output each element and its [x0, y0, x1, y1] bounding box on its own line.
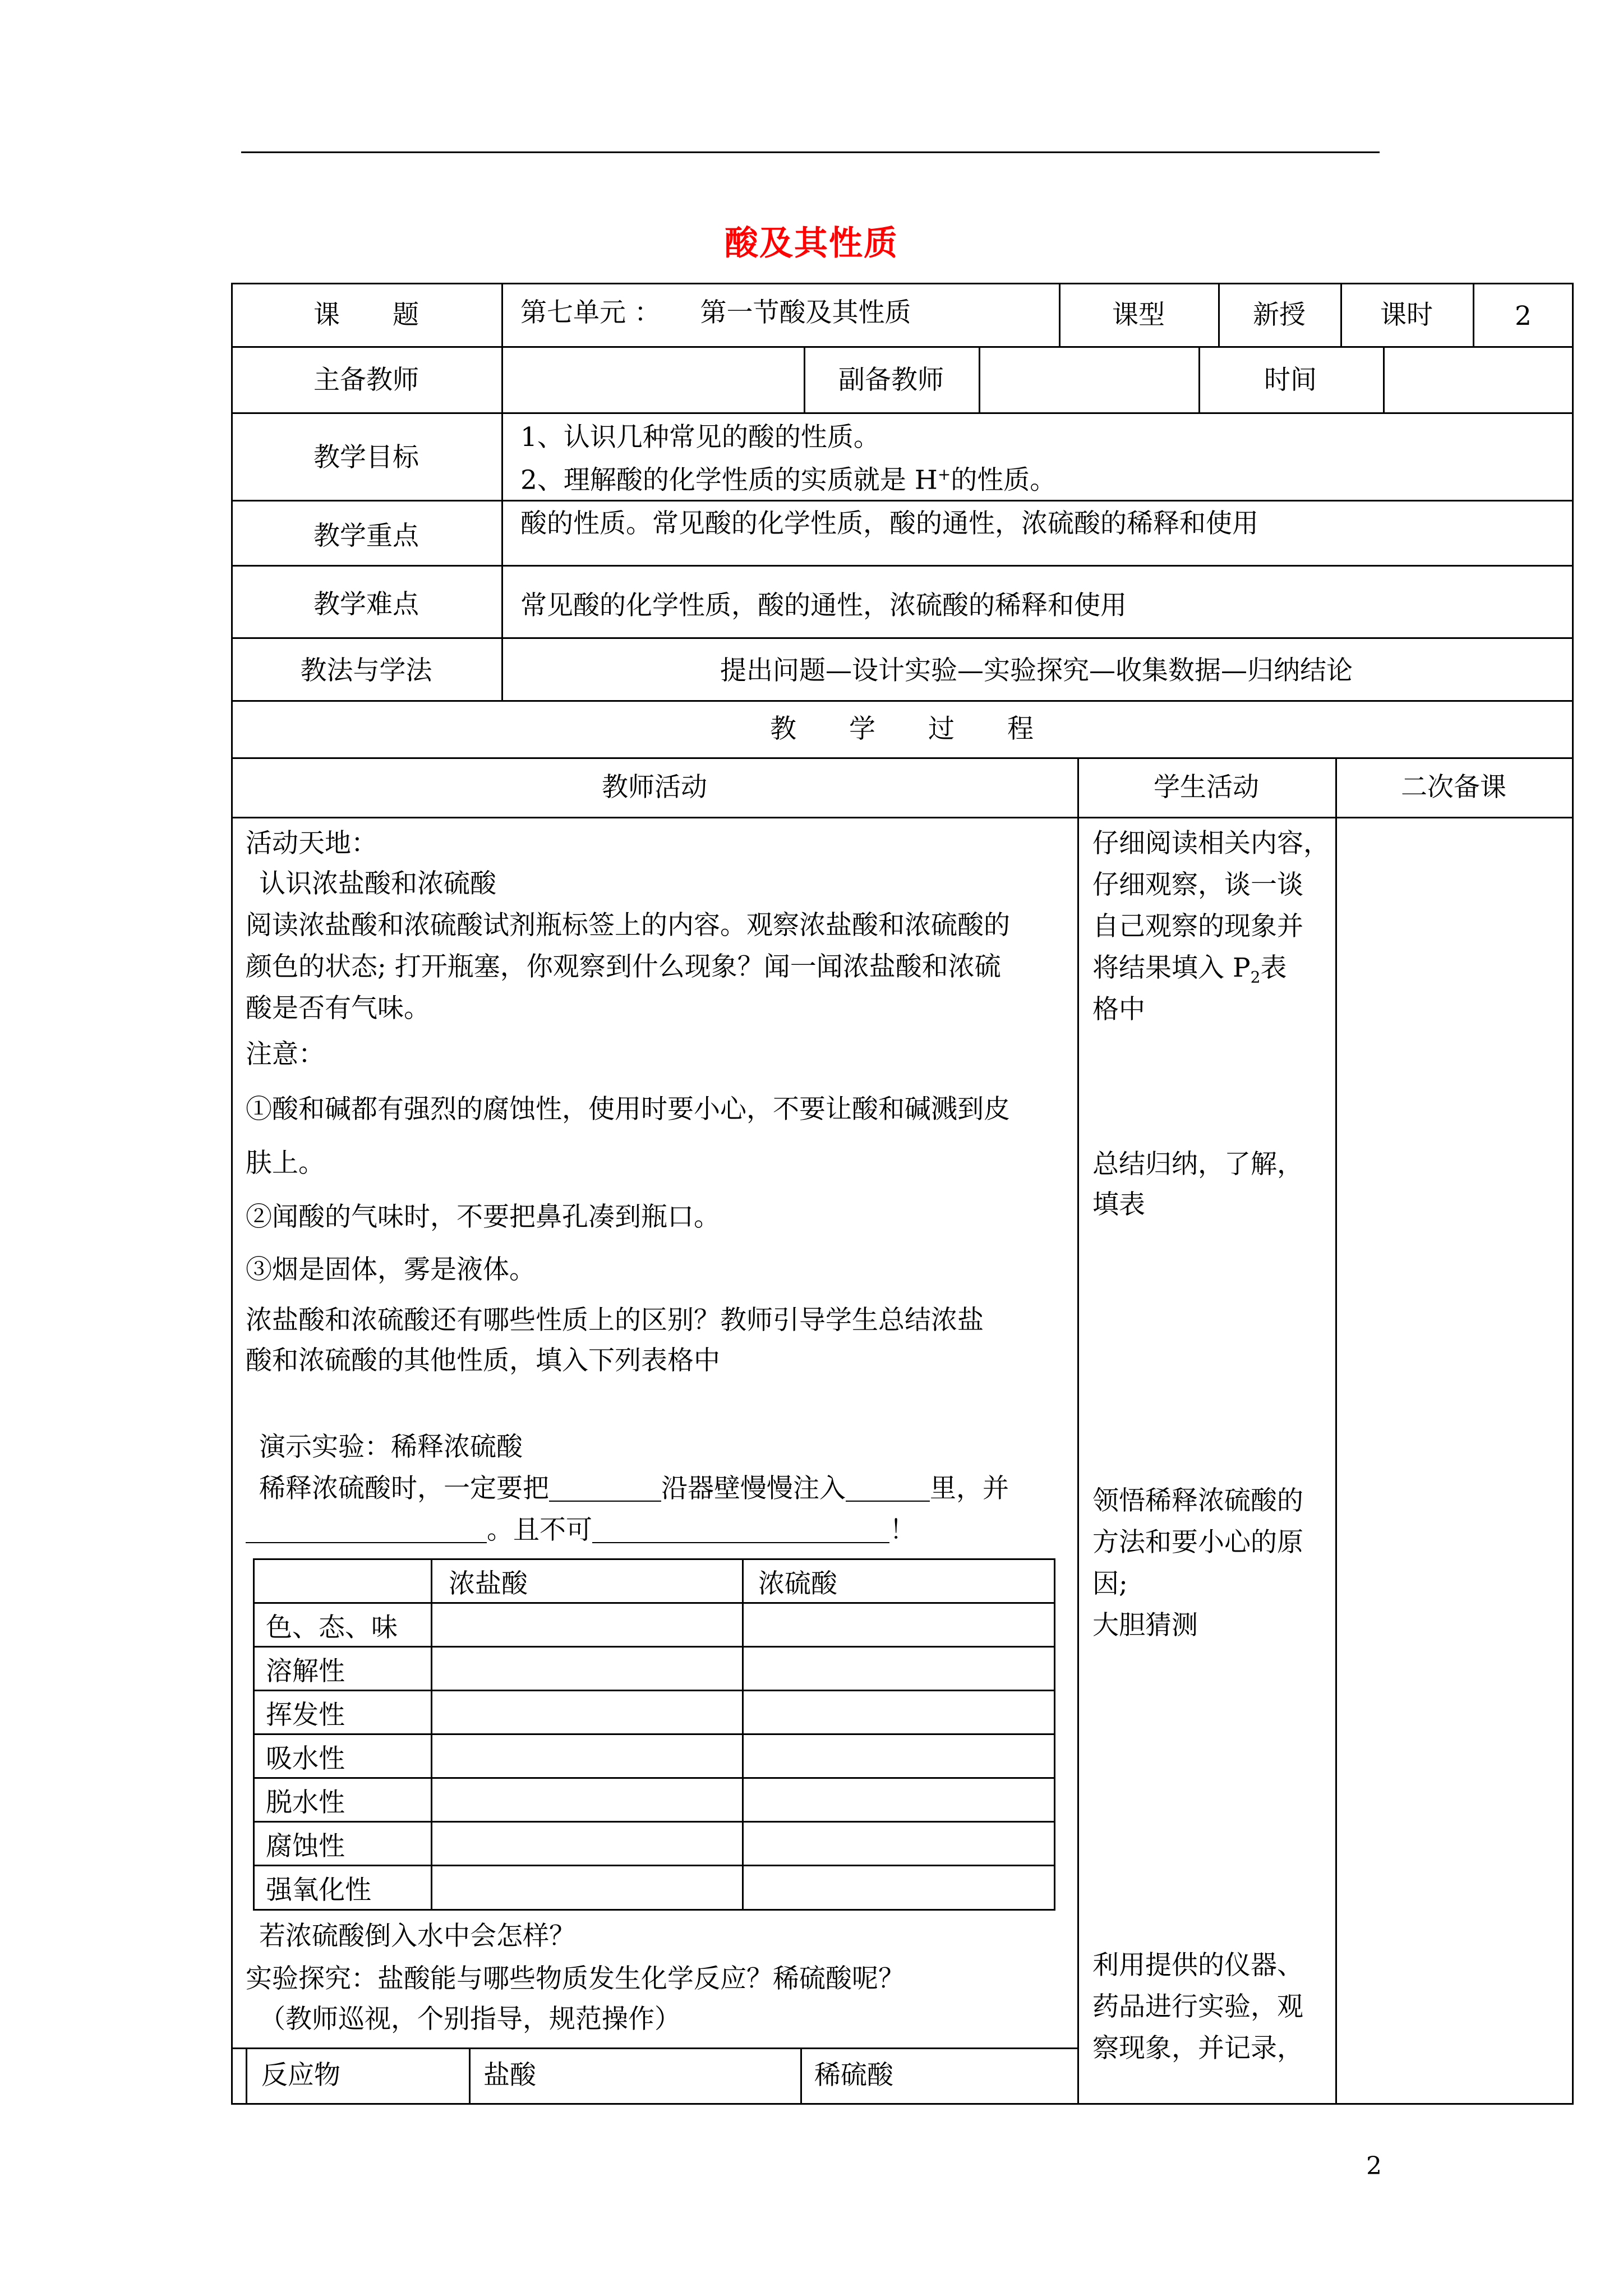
student-line: 仔细阅读相关内容，	[1092, 828, 1330, 859]
teacher-fill-text: 里，并	[930, 1473, 1009, 1504]
teacher-line: ②闻酸的气味时，不要把鼻孔凑到瓶口。	[246, 1202, 720, 1232]
acid-table-row-label: 色、态、味	[266, 1612, 398, 1643]
difficulty-label: 教学难点	[313, 589, 419, 620]
student-line: 利用提供的仪器、	[1092, 1950, 1303, 1981]
blank-line[interactable]	[846, 1478, 930, 1502]
student-line: 填表	[1092, 1189, 1145, 1220]
topic-label: 课 题	[313, 300, 419, 330]
reaction-table-header: 盐酸	[483, 2060, 536, 2091]
teacher-fill-text: 沿器壁慢慢注入	[661, 1473, 846, 1504]
teacher-line: 阅读浓盐酸和浓硫酸试剂瓶标签上的内容。观察浓盐酸和浓硫酸的	[246, 910, 1010, 941]
teacher-line: 演示实验：稀释浓硫酸	[259, 1432, 523, 1462]
time-label: 时间	[1264, 365, 1317, 395]
method-label: 教法与学法	[300, 655, 432, 686]
blank-line[interactable]	[549, 1478, 661, 1502]
teacher-fill-line-2	[246, 1517, 916, 1543]
student-s4-post: 表	[1260, 953, 1287, 983]
teacher-col-header: 教师活动	[602, 772, 707, 803]
teacher-line: 活动天地：	[246, 828, 377, 859]
key-label: 教学重点	[313, 521, 419, 551]
teacher-line: 实验探究：盐酸能与哪些物质发生化学反应？稀硫酸呢？	[246, 1963, 905, 1994]
student-s4-sub: 2	[1250, 968, 1261, 987]
acid-table-header: 浓硫酸	[758, 1568, 837, 1599]
blank-line[interactable]	[246, 1520, 487, 1543]
blank-line[interactable]	[592, 1520, 889, 1543]
goal-2	[520, 464, 1057, 496]
assist-teacher-label: 副备教师	[838, 365, 944, 395]
student-line: 仔细观察，谈一谈	[1092, 869, 1303, 900]
difficulty-value: 常见酸的化学性质，酸的通性，浓硫酸的稀释和使用	[520, 590, 1127, 621]
period-label: 课时	[1380, 300, 1433, 330]
student-line: 领悟稀释浓硫酸的	[1092, 1485, 1303, 1516]
teacher-fill-text: 稀释浓硫酸时，一定要把	[259, 1473, 549, 1504]
teacher-line: 酸和浓硫酸的其他性质，填入下列表格中	[246, 1345, 720, 1376]
student-col-header: 学生活动	[1154, 772, 1259, 803]
teacher-line: 若浓硫酸倒入水中会怎样？	[259, 1921, 575, 1952]
student-line: 察现象，并记录，	[1092, 2033, 1303, 2064]
goal-2-pre: 2、理解酸的化学性质的实质就是 H	[520, 464, 938, 496]
goal-label: 教学目标	[313, 442, 419, 473]
reaction-table-header: 反应物	[261, 2060, 340, 2091]
student-line	[1092, 955, 1287, 985]
teacher-line: 肤上。	[246, 1148, 325, 1179]
process-title: 教 学 过 程	[770, 714, 1034, 744]
period-value: 2	[1515, 301, 1532, 332]
header-rule	[241, 151, 1380, 153]
reaction-table-header: 稀硫酸	[814, 2060, 893, 2091]
teacher-fill-text: ！	[889, 1515, 916, 1545]
page-title: 酸及其性质	[725, 224, 898, 263]
teacher-line: 认识浓盐酸和浓硫酸	[259, 868, 496, 899]
goal-2-post: 的性质。	[951, 464, 1057, 496]
teacher-line: ①酸和碱都有强烈的腐蚀性，使用时要小心，不要让酸和碱溅到皮	[246, 1094, 1010, 1125]
student-line: 总结归纳，了解，	[1092, 1149, 1303, 1180]
teacher-line: 浓盐酸和浓硫酸还有哪些性质上的区别？教师引导学生总结浓盐	[246, 1305, 984, 1336]
type-label: 课型	[1112, 300, 1165, 330]
teacher-line: （教师巡视，个别指导，规范操作）	[259, 2004, 681, 2035]
acid-table-row-label: 挥发性	[266, 1700, 345, 1731]
acid-table-row-label: 溶解性	[266, 1656, 345, 1687]
goal-1: 1、认识几种常见的酸的性质。	[520, 422, 880, 453]
acid-table-row-label: 吸水性	[266, 1743, 345, 1774]
teacher-line: 酸是否有气味。	[246, 993, 430, 1024]
student-line: 格中	[1092, 994, 1145, 1025]
student-line: 因;	[1092, 1568, 1128, 1599]
student-line: 药品进行实验，观	[1092, 1991, 1303, 2022]
student-s4-pre: 将结果填入 P	[1092, 953, 1251, 983]
teacher-line: 注意：	[246, 1039, 325, 1070]
page-number: 2	[1366, 2152, 1382, 2180]
method-value: 提出问题—设计实验—实验探究—收集数据—归纳结论	[720, 655, 1353, 686]
key-value: 酸的性质。常见酸的化学性质，酸的通性，浓硫酸的稀释和使用	[520, 508, 1258, 539]
teacher-line: 颜色的状态; 打开瓶塞，你观察到什么现象？闻一闻浓盐酸和浓硫	[246, 951, 1001, 982]
acid-table-row-label: 腐蚀性	[266, 1831, 345, 1862]
topic-value: 第七单元 ： 第一节酸及其性质	[520, 297, 911, 328]
acid-table-row-label: 强氧化性	[266, 1875, 371, 1906]
second-col-header: 二次备课	[1401, 772, 1506, 803]
student-line: 大胆猜测	[1092, 1610, 1198, 1641]
teacher-line: ③烟是固体，雾是液体。	[246, 1254, 536, 1285]
goal-2-sup: +	[937, 465, 951, 484]
student-line: 方法和要小心的原	[1092, 1527, 1303, 1558]
lead-teacher-label: 主备教师	[313, 365, 419, 395]
acid-table-header: 浓盐酸	[449, 1568, 528, 1599]
teacher-fill-text: 。且不可	[487, 1515, 592, 1545]
acid-table-row-label: 脱水性	[266, 1787, 345, 1818]
type-value: 新授	[1253, 300, 1306, 330]
student-line: 自己观察的现象并	[1092, 911, 1303, 942]
teacher-fill-line-1	[259, 1475, 1009, 1502]
